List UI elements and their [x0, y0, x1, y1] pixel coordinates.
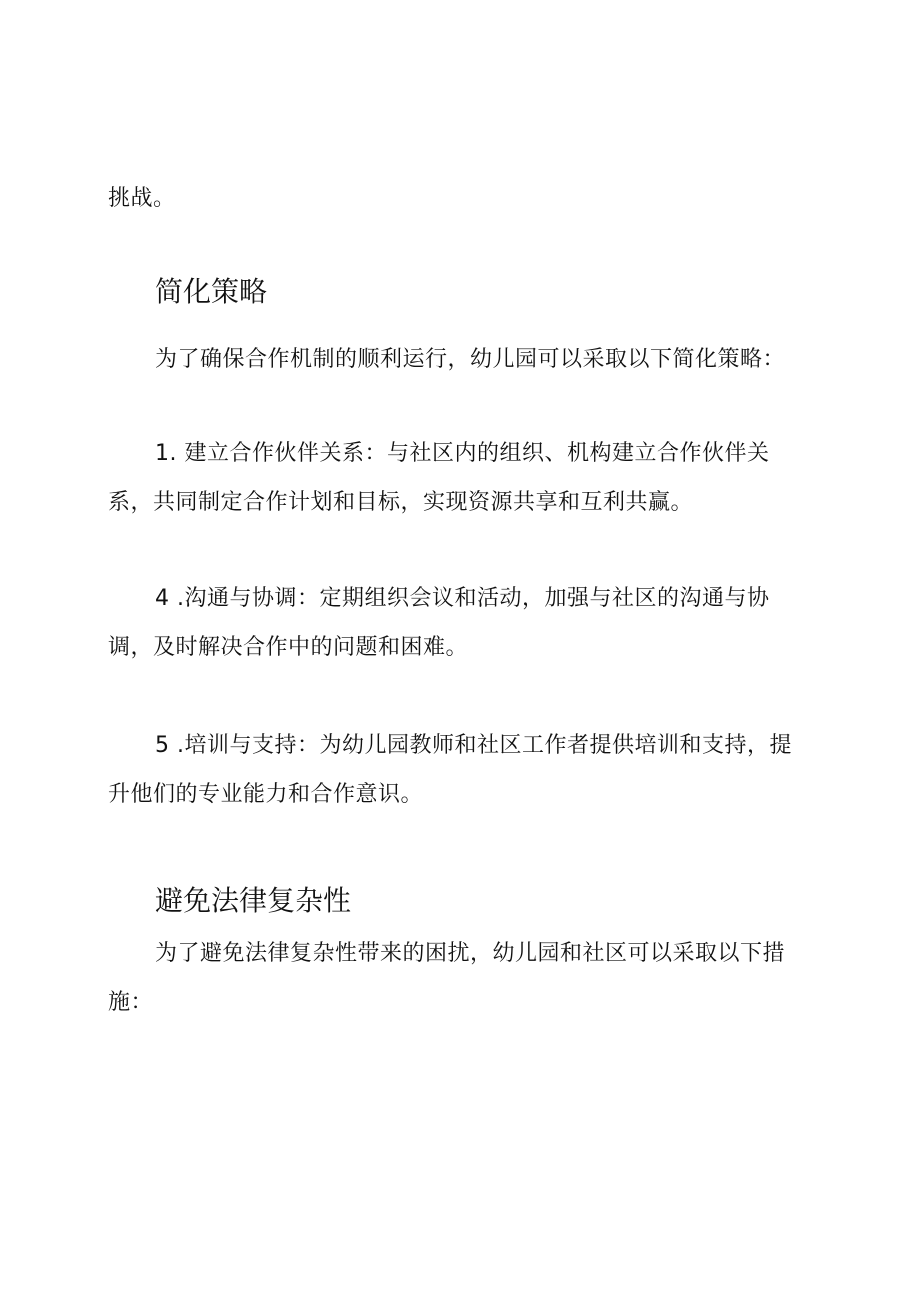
paragraph-tail: 挑战。 [108, 186, 176, 211]
section-intro-legal-line2: 施： [108, 990, 154, 1015]
section-intro-simplify: 为了确保合作机制的顺利运行，幼儿园可以采取以下简化策略： [155, 347, 786, 372]
list-item-4-line2: 调，及时解决合作中的问题和困难。 [108, 635, 469, 660]
list-item-5-line2: 升他们的专业能力和合作意识。 [108, 782, 424, 807]
section-intro-legal-line1: 为了避免法律复杂性带来的困扰，幼儿园和社区可以采取以下措 [155, 941, 786, 966]
list-item-4-line1: 4 .沟通与协调：定期组织会议和活动，加强与社区的沟通与协 [155, 586, 770, 611]
list-item-5-line1: 5 .培训与支持：为幼儿园教师和社区工作者提供培训和支持，提 [155, 733, 792, 758]
section-heading-simplify: 简化策略 [155, 275, 268, 308]
list-item-1-line2: 系，共同制定合作计划和目标，实现资源共享和互利共赢。 [108, 490, 694, 515]
list-item-1-line1: 1. 建立合作伙伴关系：与社区内的组织、机构建立合作伙伴关 [155, 441, 770, 466]
section-heading-legal: 避免法律复杂性 [155, 884, 352, 917]
